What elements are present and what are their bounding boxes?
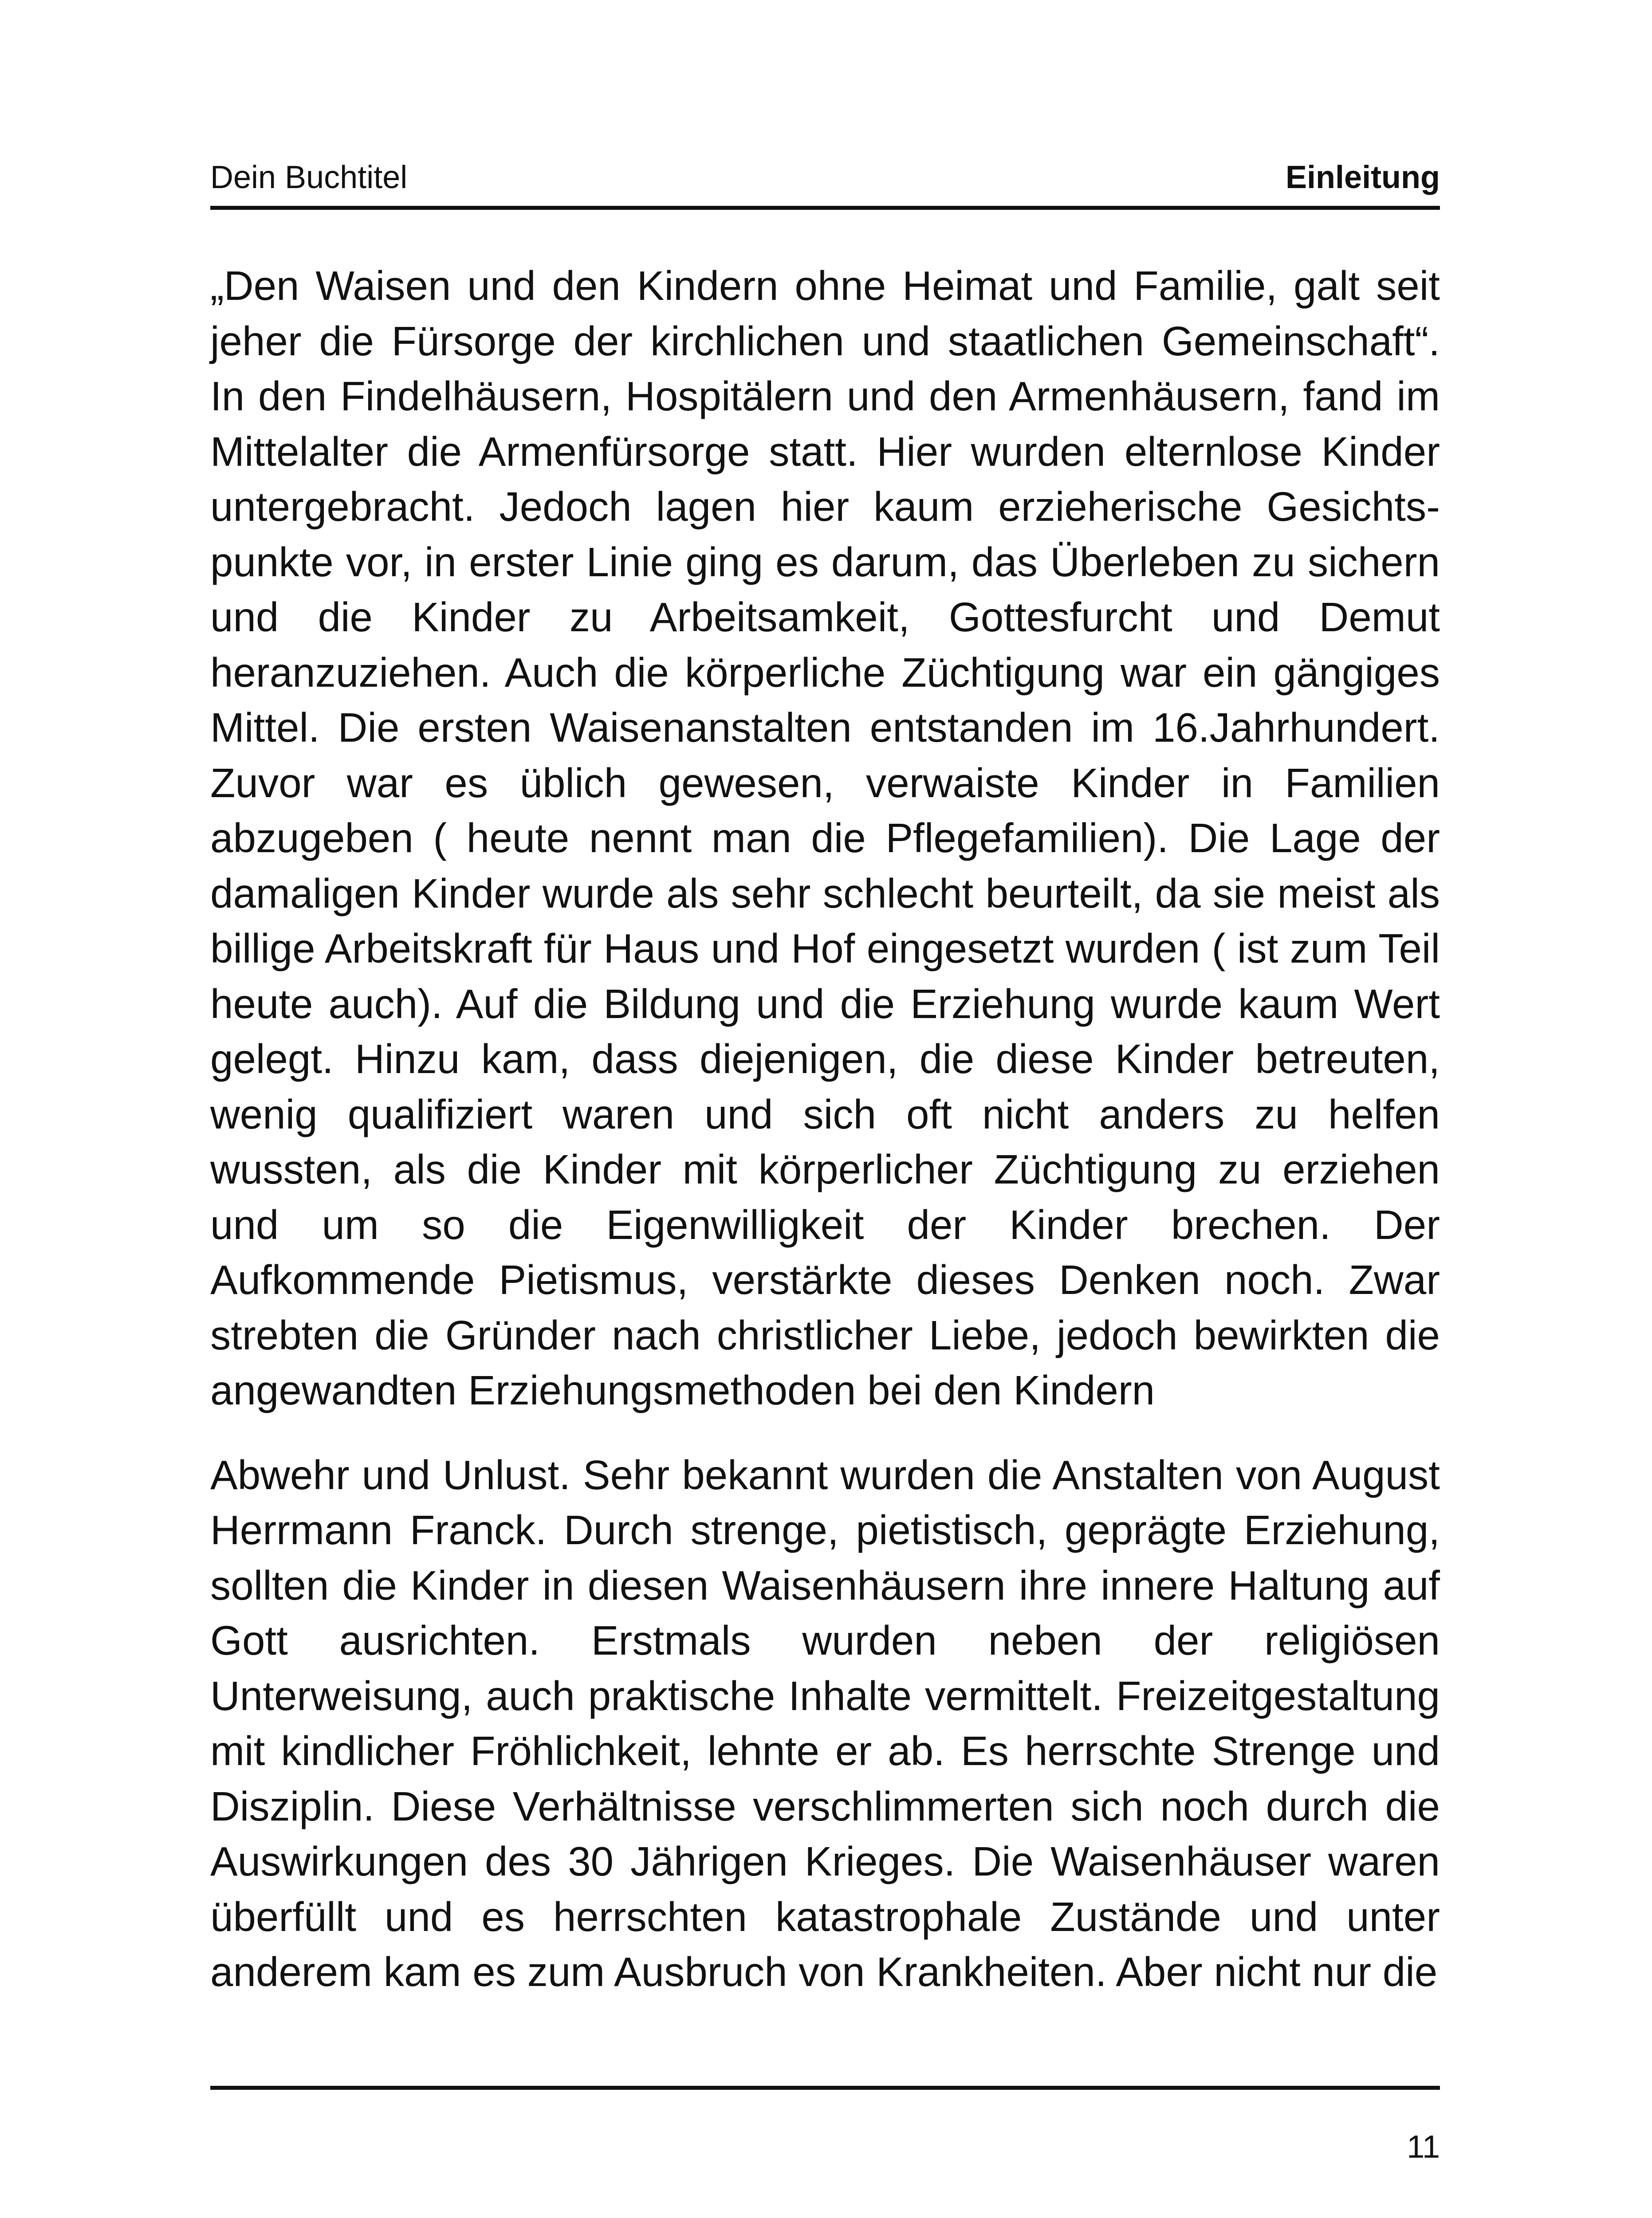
paragraph: „Den Waisen und den Kindern ohne Heimat und Familie, galt seit jeher die Fürsorge der kirchlichen und staatlichen Gemeinschaft“. In den Findelhäusern, Hospitälern und den Armenhäusern, fand im Mittelalter die Armenfürsorge statt. Hier wurden elternlose Kinder untergebracht. Jedoch lagen hier kaum erzieherische Gesichtspunkte vor, in erster Linie ging es darum, das Überleben zu sichern und die Kinder zu Arbeitsamkeit, Gottesfurcht und Demut heranzuziehen. Auch die körperliche Züchtigung war ein gängiges Mittel. Die ersten Waisenanstalten entstanden im 16.Jahrhundert. Zuvor war es üblich gewesen, verwaiste Kinder in Familien abzugeben ( heute nennt man die Pflegefamilien). Die Lage der damaligen Kinder wurde als sehr schlecht beurteilt, da sie meist als billige Arbeitskraft für Haus und Hof eingesetzt wurden ( ist zum Teil heute auch). Auf die Bildung und die Erziehung wurde kaum Wert gelegt. Hinzu kam, dass diejenigen, die diese Kinder betreuten, wenig qualifiziert waren und sich oft nicht anders zu helfen wussten, als die Kinder mit körperlicher Züchtigung zu erziehen und um so die Eigenwilligkeit der Kinder brechen. Der Aufkommende Pietismus, verstärkte dieses Denken noch. Zwar strebten die Gründer nach christlicher Liebe, jedoch bewirkten die angewandten Erziehungsmethoden bei den Kindern bbox=[210, 263, 1440, 1413]
page-number: 11 bbox=[1407, 2129, 1440, 2165]
page-header bbox=[210, 155, 1440, 210]
book-title: Dein Buchtitel bbox=[210, 160, 408, 195]
footer-rule bbox=[210, 2086, 1440, 2090]
paragraph: Abwehr und Unlust. Sehr bekannt wurden die Anstalten von August Herrmann Franck. Durch strenge, pietistisch, geprägte Erziehung, sollten die Kinder in diesen Waisenhäusern ihre innere Haltung auf Gott ausrichten. Erstmals wurden neben der religiösen Unterweisung, auch praktische Inhalte vermittelt. Freizeitgestaltung mit kindlicher Fröhlichkeit, lehnte er ab. Es herrschte Strenge und Disziplin. Diese Verhältnisse verschlimmerten sich noch durch die Auswirkungen des 30 Jährigen Krieges. Die Waisenhäuser waren überfüllt und es herrschten katastrophale Zustände und unter anderem kam es zum Ausbruch von Krankheiten. Aber nicht nur die bbox=[210, 1451, 1440, 1995]
chapter-title: Einleitung bbox=[1286, 160, 1440, 195]
body-text bbox=[210, 258, 1440, 2000]
